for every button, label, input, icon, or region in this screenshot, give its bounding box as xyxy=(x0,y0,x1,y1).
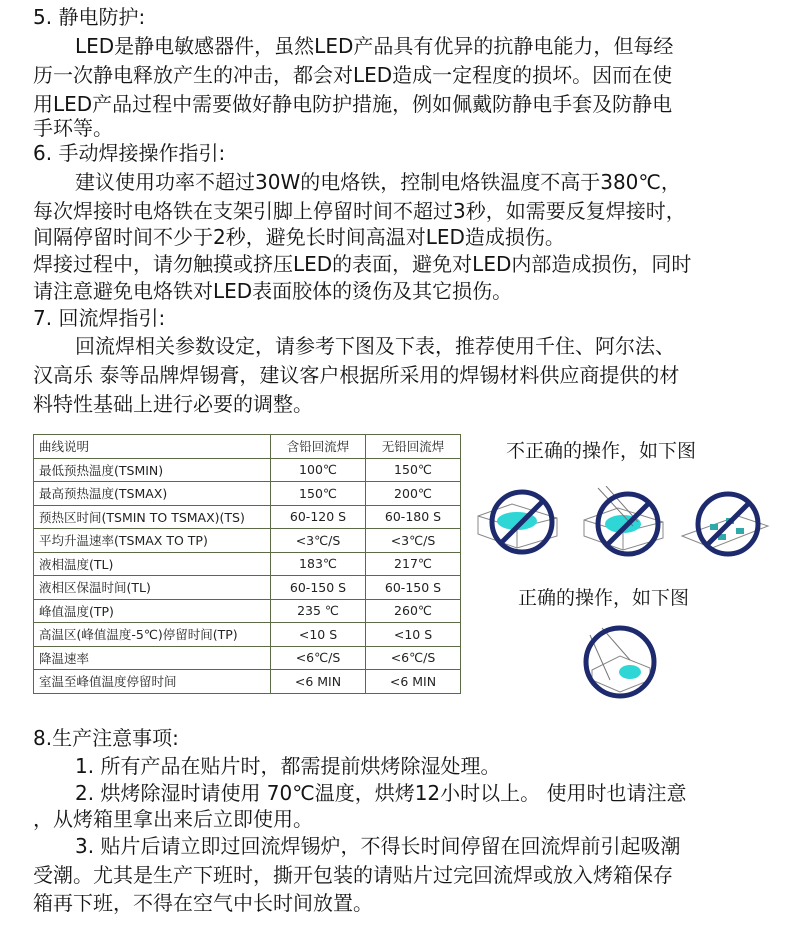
table-header-row xyxy=(34,435,461,459)
lead-free-value-cell: 60-180 S xyxy=(366,505,461,529)
section7-text: 料特性基础上进行必要的调整。 xyxy=(33,392,313,416)
leaded-value-cell: 60-150 S xyxy=(271,576,366,600)
table-row xyxy=(34,623,461,647)
section7-heading: 7. 回流焊指引: xyxy=(33,306,166,330)
lead-free-value-cell: 200℃ xyxy=(366,482,461,506)
section8-text: 受潮。尤其是生产下班时，撕开包装的请贴片过完回流焊或放入烤箱保存 xyxy=(33,863,673,887)
parameter-name-cell: 液相温度(TL) xyxy=(34,552,271,576)
section8-text: 箱再下班，不得在空气中长时间放置。 xyxy=(33,891,373,915)
correct-side-pick-icon xyxy=(580,620,660,700)
leaded-value-cell: <10 S xyxy=(271,623,366,647)
table-row xyxy=(34,670,461,694)
lead-free-value-cell: <3℃/S xyxy=(366,529,461,553)
table-row xyxy=(34,646,461,670)
table-row xyxy=(34,576,461,600)
parameter-name-cell: 高温区(峰值温度-5℃)停留时间(TP) xyxy=(34,623,271,647)
leaded-value-cell: 100℃ xyxy=(271,458,366,482)
lead-free-value-cell: 150℃ xyxy=(366,458,461,482)
leaded-value-cell: 235 ℃ xyxy=(271,599,366,623)
parameter-name-cell: 最高预热温度(TSMAX) xyxy=(34,482,271,506)
leaded-value-cell: 含铅回流焊 xyxy=(271,435,366,459)
reflow-parameter-table xyxy=(33,434,461,694)
parameter-name-cell: 室温至峰值温度停留时间 xyxy=(34,670,271,694)
section6-text: 请注意避免电烙铁对LED表面胶体的烫伤及其它损伤。 xyxy=(33,279,513,303)
parameter-name-cell: 降温速率 xyxy=(34,646,271,670)
incorrect-operation-caption: 不正确的操作，如下图 xyxy=(506,440,697,462)
section5-text: 用LED产品过程中需要做好静电防护措施，例如佩戴防静电手套及防静电 xyxy=(33,92,673,116)
lead-free-value-cell: 60-150 S xyxy=(366,576,461,600)
table-row xyxy=(34,482,461,506)
table-row xyxy=(34,552,461,576)
section6-text: 建议使用功率不超过30W的电烙铁，控制电烙铁温度不高于380℃， xyxy=(75,170,681,194)
lead-free-value-cell: 217℃ xyxy=(366,552,461,576)
section5-heading: 5. 静电防护: xyxy=(33,5,146,29)
section8-text: 1. 所有产品在贴片时，都需提前烘烤除湿处理。 xyxy=(75,754,501,778)
table-row xyxy=(34,458,461,482)
lead-free-value-cell: 260℃ xyxy=(366,599,461,623)
section8-text: 3. 贴片后请立即过回流焊锡炉，不得长时间停留在回流焊前引起吸潮 xyxy=(75,834,681,858)
incorrect-tweezers-lens-icon xyxy=(578,486,673,561)
parameter-name-cell: 预热区时间(TSMIN TO TSMAX)(TS) xyxy=(34,505,271,529)
leaded-value-cell: <6℃/S xyxy=(271,646,366,670)
section8-text: 2. 烘烤除湿时请使用 70℃温度，烘烤12小时以上。 使用时也请注意 xyxy=(75,781,687,805)
section6-heading: 6. 手动焊接操作指引: xyxy=(33,141,226,165)
parameter-name-cell: 最低预热温度(TSMIN) xyxy=(34,458,271,482)
table-row xyxy=(34,529,461,553)
section6-text: 焊接过程中，请勿触摸或挤压LED的表面，避免对LED内部造成损伤，同时 xyxy=(33,252,692,276)
incorrect-stacked-leds-icon xyxy=(678,486,773,561)
section6-text: 每次焊接时电烙铁在支架引脚上停留时间不超过3秒，如需要反复焊接时， xyxy=(33,199,686,223)
incorrect-press-lens-icon xyxy=(472,486,567,561)
lead-free-value-cell: <6 MIN xyxy=(366,670,461,694)
leaded-value-cell: 150℃ xyxy=(271,482,366,506)
parameter-name-cell: 曲线说明 xyxy=(34,435,271,459)
parameter-name-cell: 峰值温度(TP) xyxy=(34,599,271,623)
table-row xyxy=(34,505,461,529)
lead-free-value-cell: 无铅回流焊 xyxy=(366,435,461,459)
section8-text: ，从烤箱里拿出来后立即使用。 xyxy=(33,807,313,831)
section7-text: 回流焊相关参数设定，请参考下图及下表，推荐使用千住、阿尔法、 xyxy=(75,334,675,358)
table-row xyxy=(34,599,461,623)
parameter-name-cell: 液相区保温时间(TL) xyxy=(34,576,271,600)
leaded-value-cell: <6 MIN xyxy=(271,670,366,694)
section5-text: 历一次静电释放产生的冲击，都会对LED造成一定程度的损坏。因而在使 xyxy=(33,63,673,87)
correct-operation-caption: 正确的操作，如下图 xyxy=(518,587,690,609)
section5-text: 手环等。 xyxy=(33,116,113,140)
leaded-value-cell: <3℃/S xyxy=(271,529,366,553)
section6-text: 间隔停留时间不少于2秒，避免长时间高温对LED造成损伤。 xyxy=(33,225,565,249)
parameter-name-cell: 平均升温速率(TSMAX TO TP) xyxy=(34,529,271,553)
section7-text: 汉高乐 泰等品牌焊锡膏，建议客户根据所采用的焊锡材料供应商提供的材 xyxy=(33,363,680,387)
leaded-value-cell: 183℃ xyxy=(271,552,366,576)
lead-free-value-cell: <10 S xyxy=(366,623,461,647)
lead-free-value-cell: <6℃/S xyxy=(366,646,461,670)
leaded-value-cell: 60-120 S xyxy=(271,505,366,529)
section5-text: LED是静电敏感器件，虽然LED产品具有优异的抗静电能力，但每经 xyxy=(75,34,674,58)
section8-heading: 8.生产注意事项: xyxy=(33,726,179,750)
